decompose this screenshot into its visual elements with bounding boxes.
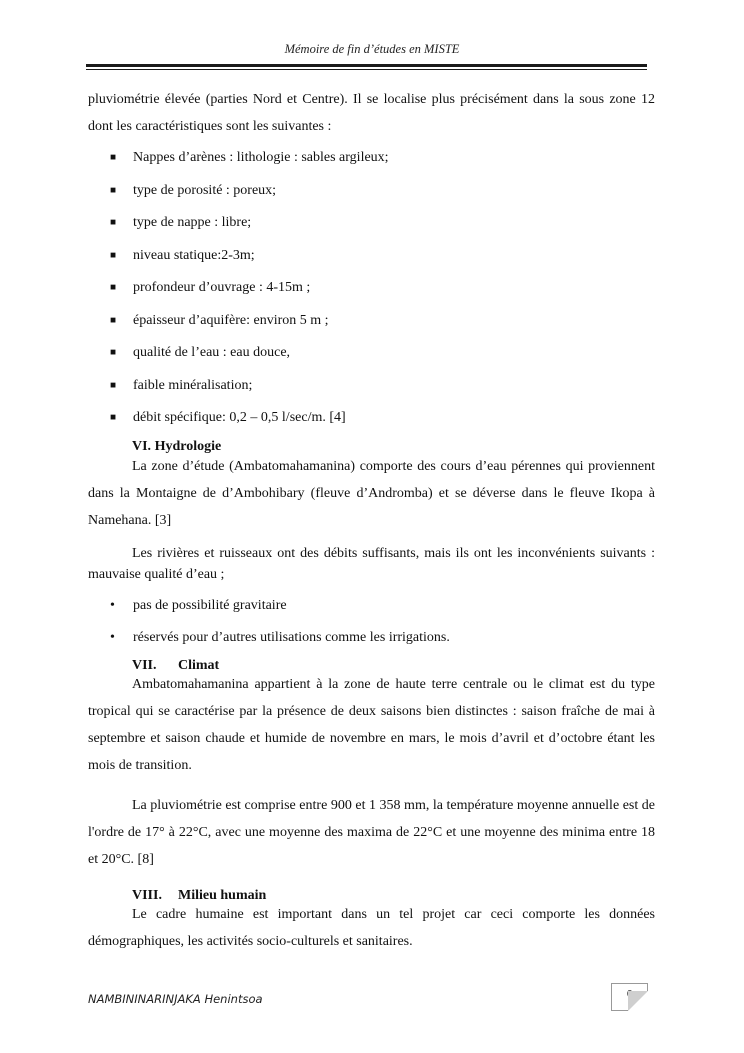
list-item: ■ niveau statique:2-3m; xyxy=(88,240,655,273)
list-item: • pas de possibilité gravitaire xyxy=(88,590,655,623)
square-bullet-icon: ■ xyxy=(110,249,117,261)
hydrologie-paragraph-2: Les rivières et ruisseaux ont des débits suffisants, mais ils ont les inconvénients suivants : mauvaise qualité d’eau ; xyxy=(88,545,655,582)
list-item: ■ type de porosité : poreux; xyxy=(88,175,655,208)
section-heading-climat: VII. Climat xyxy=(132,657,220,673)
header-rule-thin xyxy=(86,69,647,70)
hydrologie-paragraph-1: La zone d’étude (Ambatomahamanina) comporte des cours d’eau pérennes qui proviennent dans la Montaigne de d’Ambohibary (fleuve d’Andromba) et se déverse dans le fleuve Ikopa à Namehana. [3] xyxy=(88,458,655,528)
square-bullet-icon: ■ xyxy=(110,152,117,163)
list-item: ■ Nappes d’arènes : lithologie : sables argileux; xyxy=(88,142,655,175)
square-bullet-icon: ■ xyxy=(110,347,117,358)
milieu-humain-paragraph: Le cadre humaine est important dans un tel projet car ceci comporte les données démographiques, les activités socio-culturels et sanitaires. xyxy=(88,906,655,949)
list-item: ■ faible minéralisation; xyxy=(88,370,655,403)
list-item: ■ type de nappe : libre; xyxy=(88,207,655,240)
running-header: Mémoire de fin d’études en MISTE xyxy=(284,42,460,56)
square-bullet-icon: ■ xyxy=(110,379,117,391)
characteristics-list xyxy=(88,142,655,435)
section-heading-milieu-humain: VIII. Milieu humain xyxy=(132,887,267,903)
page-number: 6 xyxy=(627,989,632,1000)
page-number-box xyxy=(611,983,648,1011)
round-bullet-icon: • xyxy=(110,630,115,645)
square-bullet-icon: ■ xyxy=(110,217,117,228)
list-item: ■ débit spécifique: 0,2 – 0,5 l/sec/m. [4] xyxy=(88,402,655,435)
round-bullet-icon: • xyxy=(110,597,115,613)
list-item: • réservés pour d’autres utilisations comme les irrigations. xyxy=(88,622,655,655)
square-bullet-icon: ■ xyxy=(110,314,117,326)
footer-author: NAMBININARINJAKA Henintsoa xyxy=(88,992,263,1006)
header-rule-thick xyxy=(86,64,647,67)
section-heading-hydrologie: VI. Hydrologie xyxy=(132,438,222,454)
hydrologie-list xyxy=(88,590,655,655)
list-item: ■ épaisseur d’aquifère: environ 5 m ; xyxy=(88,305,655,338)
list-item: ■ qualité de l’eau : eau douce, xyxy=(88,337,655,370)
climat-paragraph-1: Ambatomahamanina appartient à la zone de haute terre centrale ou le climat est du type tropical qui se caractérise par la présence de deux saisons bien distinctes : saison fraîche de mai à septembre et saison chaude et humide de novembre en mars, le mois d’avril et d’octobre étant les mois de transition. xyxy=(88,676,655,773)
square-bullet-icon: ■ xyxy=(110,184,117,196)
intro-paragraph: pluviométrie élevée (parties Nord et Centre). Il se localise plus précisément dans la sous zone 12 dont les caractéristiques sont les suivantes : xyxy=(88,92,655,134)
square-bullet-icon: ■ xyxy=(110,282,117,293)
page-curl-icon xyxy=(628,991,648,1011)
page-body xyxy=(88,86,655,955)
square-bullet-icon: ■ xyxy=(110,412,117,423)
list-item: ■ profondeur d’ouvrage : 4-15m ; xyxy=(88,272,655,305)
climat-paragraph-2: La pluviométrie est comprise entre 900 et 1 358 mm, la température moyenne annuelle est de l'ordre de 17° à 22°C, avec une moyenne des maxima de 22°C et une moyenne des minima entre 18 et 20°C. [8] xyxy=(88,797,655,867)
